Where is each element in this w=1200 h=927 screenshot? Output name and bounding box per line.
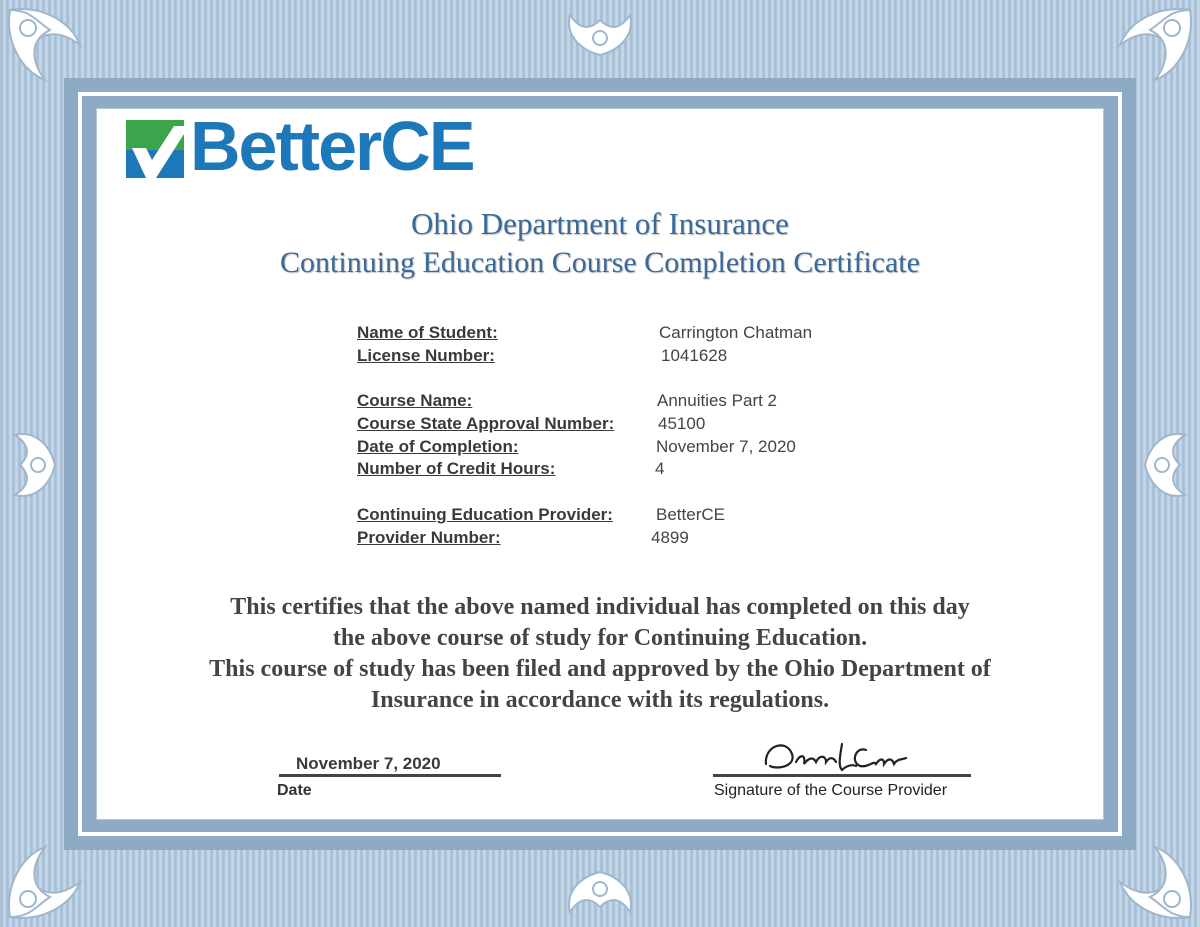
field-value-license-number: 1041628 <box>661 346 728 365</box>
field-label-course-name: Course Name: <box>357 391 473 410</box>
edge-ornament-right <box>1130 410 1200 520</box>
edge-ornament-left <box>0 410 70 520</box>
date-line <box>279 774 501 777</box>
field-label-completion-date: Date of Completion: <box>357 437 519 456</box>
edge-ornament-bottom <box>545 857 655 927</box>
certification-line-4: Insurance in accordance with its regulations. <box>370 687 830 713</box>
field-value-provider: BetterCE <box>656 505 725 524</box>
field-label-provider-number: Provider Number: <box>357 528 501 547</box>
signed-date: November 7, 2020 <box>296 754 441 773</box>
logo-wordmark: BetterCE <box>190 107 474 185</box>
field-value-course-name: Annuities Part 2 <box>657 391 778 410</box>
field-value-student-name: Carrington Chatman <box>659 323 813 342</box>
issuer-title: Ohio Department of Insurance <box>411 206 789 241</box>
edge-ornament-top <box>545 0 655 70</box>
date-label: Date <box>277 782 312 799</box>
field-value-credit-hours: 4 <box>655 459 665 478</box>
certificate-title: Continuing Education Course Completion Certificate <box>280 246 920 279</box>
field-label-credit-hours: Number of Credit Hours: <box>357 459 556 478</box>
field-value-provider-number: 4899 <box>651 528 689 547</box>
certification-line-2: the above course of study for Continuing Education. <box>332 625 868 651</box>
signature-label: Signature of the Course Provider <box>714 782 948 799</box>
certification-line-1: This certifies that the above named individual has completed on this day <box>230 594 970 620</box>
field-value-approval-number: 45100 <box>658 414 706 433</box>
field-label-student-name: Name of Student: <box>357 323 498 342</box>
certification-line-3: This course of study has been filed and approved by the Ohio Department of <box>209 656 991 682</box>
field-label-provider: Continuing Education Provider: <box>357 505 613 524</box>
field-value-completion-date: November 7, 2020 <box>656 437 796 456</box>
checkmark-logo-icon <box>126 120 184 178</box>
field-label-approval-number: Course State Approval Number: <box>357 414 615 433</box>
signature-line <box>713 774 971 777</box>
field-label-license-number: License Number: <box>357 346 495 365</box>
